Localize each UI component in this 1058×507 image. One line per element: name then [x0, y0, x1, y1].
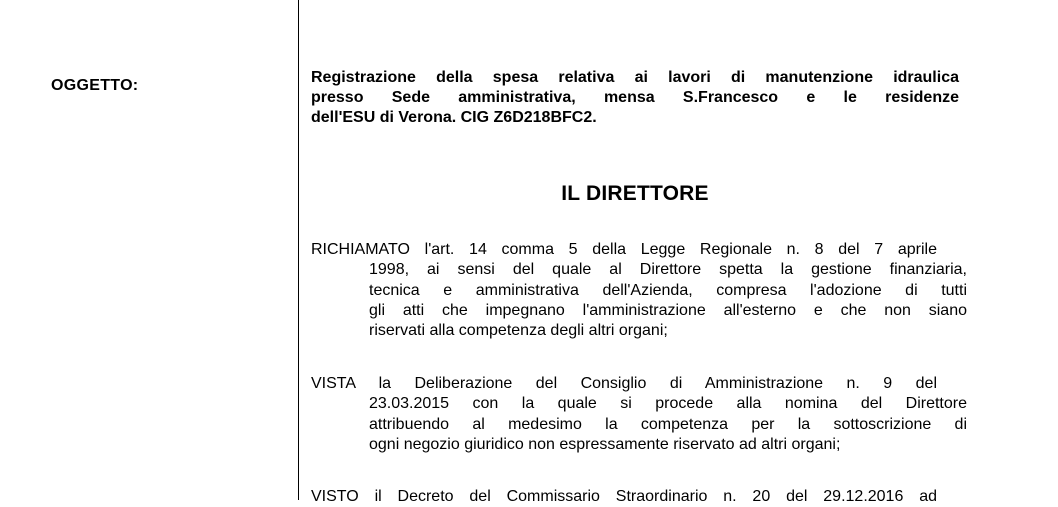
paragraph-line: tecnica e amministrativa dell'Azienda, compresa l'adozione di tutti	[369, 281, 967, 299]
column-divider	[298, 0, 299, 500]
paragraph-line: 1998, ai sensi del quale al Direttore spetta la gestione finanziaria,	[369, 261, 967, 279]
subject-line: dell'ESU di Verona. CIG Z6D218BFC2.	[311, 109, 597, 126]
paragraph-line: attribuendo al medesimo la competenza per la sottoscrizione di	[369, 415, 967, 433]
paragraph-visto	[311, 487, 967, 507]
paragraph-richiamato	[311, 240, 967, 341]
oggetto-label: OGGETTO:	[51, 77, 139, 94]
subject-line: Registrazione della spesa relativa ai lavori di manutenzione idraulica	[311, 69, 959, 86]
paragraph-line: VISTO il Decreto del Commissario Straordinario n. 20 del 29.12.2016 ad	[311, 488, 937, 505]
subject-text	[311, 68, 959, 128]
paragraph-line: 23.03.2015 con la quale si procede alla nomina del Direttore	[369, 395, 967, 413]
section-heading: IL DIRETTORE	[561, 182, 709, 205]
paragraph-vista	[311, 374, 967, 455]
paragraph-line: ogni negozio giuridico non espressamente riservato ad altri organi;	[369, 435, 841, 453]
paragraph-line: VISTA la Deliberazione del Consiglio di Amministrazione n. 9 del	[311, 375, 937, 392]
paragraph-line: RICHIAMATO l'art. 14 comma 5 della Legge Regionale n. 8 del 7 aprile	[311, 241, 937, 258]
paragraph-line: riservati alla competenza degli altri organi;	[369, 322, 668, 340]
subject-line: presso Sede amministrativa, mensa S.Francesco e le residenze	[311, 89, 959, 106]
paragraph-line: gli atti che impegnano l'amministrazione all'esterno e che non siano	[369, 301, 967, 319]
